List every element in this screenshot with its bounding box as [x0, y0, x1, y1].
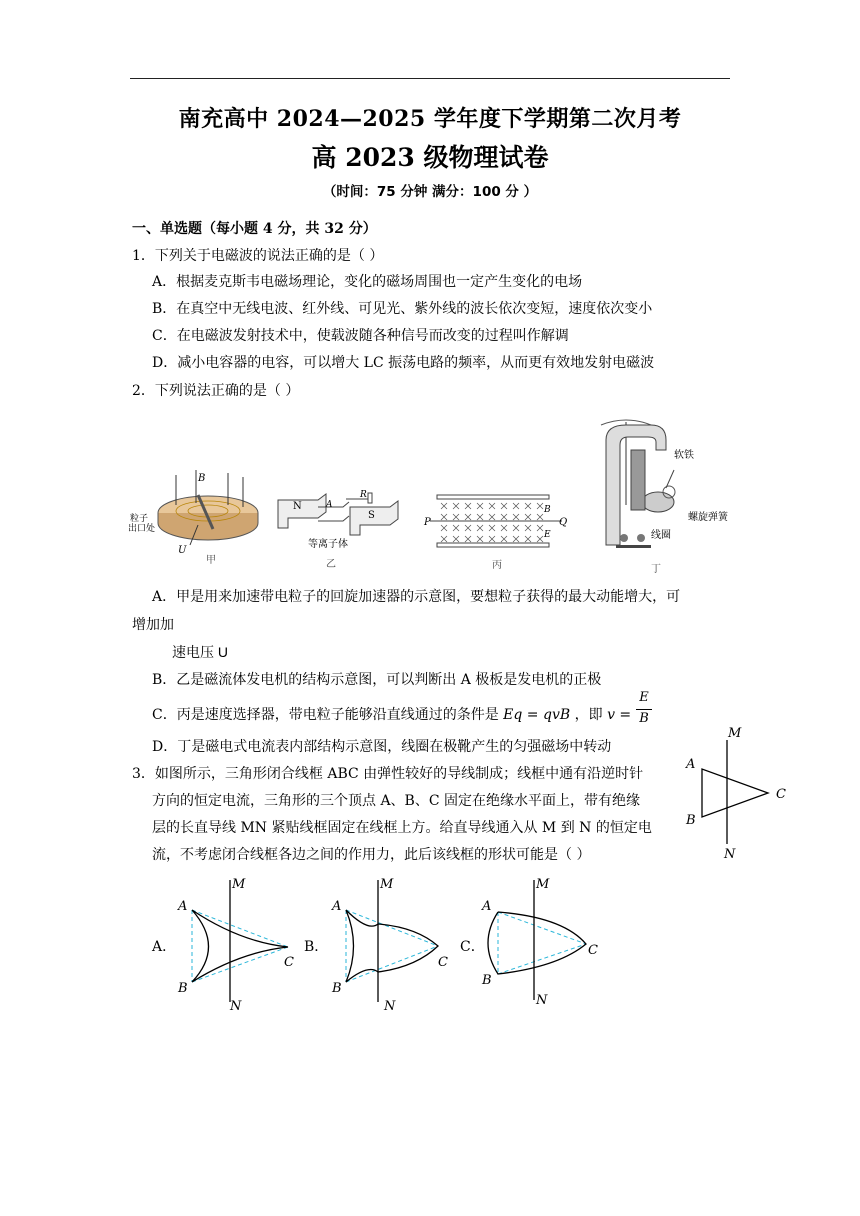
q1-option-d: D．减小电容器的电容，可以增大 LC 振荡电路的频率，从而更有效地发射电磁波 — [152, 355, 655, 371]
q2-option-c — [152, 704, 631, 724]
q3-line2: 方向的恒定电流，三角形的三个顶点 A、B、C 固定在绝缘水平面上，带有绝缘 — [152, 793, 641, 809]
option-b-n: N — [384, 999, 396, 1012]
q2-option-d: D．丁是磁电式电流表内部结构示意图，线圈在极靴产生的匀强磁场中转动 — [152, 739, 612, 755]
label-bing: 丙 — [492, 560, 502, 571]
q2-option-a-line2: 增加加 — [132, 617, 174, 633]
option-a-m: M — [232, 877, 246, 892]
q3-option-c-figure — [478, 872, 608, 1012]
label-plasma: 等离子体 — [308, 539, 348, 550]
q2-option-a-line1: A．甲是用来加速带电粒子的回旋加速器的示意图，要想粒子获得的最大动能增大，可 — [152, 589, 681, 605]
header-rule — [130, 78, 730, 79]
option-a-vertex-b: B — [178, 981, 188, 996]
option-c-vertex-b: B — [482, 973, 492, 988]
label-n: N — [293, 501, 302, 512]
option-c-vertex-a: A — [482, 899, 492, 914]
option-b-m: M — [380, 877, 394, 892]
option-c-vertex-c: C — [588, 943, 598, 958]
label-b2: B — [544, 505, 551, 515]
fraction-numerator: E — [639, 690, 649, 705]
mhd-generator-figure — [268, 485, 410, 570]
label-a-plate: A — [326, 500, 333, 510]
option-a-vertex-c: C — [284, 955, 294, 970]
exam-title: 南充高中 2024—2025 学年度下学期第二次月考 — [178, 106, 682, 132]
q2-stem: 2．下列说法正确的是（ ） — [132, 383, 300, 399]
q3-option-a-figure — [170, 872, 300, 1012]
label-a: A — [686, 757, 696, 772]
label-e: E — [544, 530, 551, 540]
label-ding: 丁 — [651, 564, 661, 575]
q1-option-a: A．根据麦克斯韦电磁场理论，变化的磁场周围也一定产生变化的电场 — [152, 274, 583, 290]
option-b-vertex-b: B — [332, 981, 342, 996]
label-s: S — [368, 510, 375, 521]
label-b: B — [686, 813, 696, 828]
q3-option-a-label: A． — [152, 939, 177, 955]
q1-option-b: B．在真空中无线电波、红外线、可见光、紫外线的波长依次变短，速度依次变小 — [152, 301, 653, 317]
label-soft-iron: 软铁 — [674, 450, 694, 461]
option-b-vertex-c: C — [438, 955, 448, 970]
label-u: U — [178, 545, 187, 556]
q2-option-b: B．乙是磁流体发电机的结构示意图，可以判断出 A 极板是发电机的正极 — [152, 672, 602, 688]
label-yi: 乙 — [326, 559, 336, 570]
q3-line1: 3．如图所示，三角形闭合线框 ABC 由弹性较好的导线制成；线框中通有沿逆时针 — [132, 766, 644, 782]
label-p: P — [424, 517, 431, 528]
fraction-denominator: B — [639, 711, 649, 726]
label-m: M — [728, 726, 742, 741]
exam-info: （时间：75 分钟 满分：100 分 ） — [322, 184, 538, 200]
q3-line3: 层的长直导线 MN 紧贴线框固定在线框上方。给直导线通入从 M 到 N 的恒定电 — [152, 820, 652, 836]
q1-option-c: C．在电磁波发射技术中，使载波随各种信号而改变的过程叫作解调 — [152, 328, 569, 344]
q2-option-c-text: C．丙是速度选择器，带电粒子能够沿直线通过的条件是 — [152, 707, 499, 723]
q2-option-c-mid: ，即 — [574, 707, 603, 723]
label-jia: 甲 — [206, 555, 216, 565]
q3-option-b-label: B． — [304, 939, 329, 955]
option-a-vertex-a: A — [178, 899, 188, 914]
q3-option-c-label: C． — [460, 939, 485, 955]
galvanometer-figure — [596, 410, 746, 575]
option-a-n: N — [230, 999, 242, 1012]
q3-line4: 流，不考虑闭合线框各边之间的作用力，此后该线框的形状可能是（ ） — [152, 847, 591, 863]
exam-subtitle: 高 2023 级物理试卷 — [311, 143, 549, 172]
option-c-m: M — [536, 877, 550, 892]
cyclotron-figure — [128, 465, 263, 565]
label-c: C — [776, 787, 786, 802]
q3-option-b-figure — [326, 872, 456, 1012]
label-b: B — [198, 473, 206, 484]
option-b-vertex-a: A — [332, 899, 342, 914]
label-exit: 出口处 — [128, 524, 156, 534]
label-q: Q — [559, 517, 568, 528]
velocity-selector-figure — [422, 490, 572, 572]
q1-stem: 1．下列关于电磁波的说法正确的是（ ） — [132, 248, 384, 264]
label-r: R — [360, 490, 367, 500]
option-c-n: N — [536, 993, 548, 1008]
fraction-bar — [636, 709, 652, 710]
label-particle: 粒子 — [130, 514, 149, 524]
label-n: N — [724, 847, 736, 862]
section-heading: 一、单选题（每小题 4 分，共 32 分） — [132, 221, 377, 237]
q3-triangle-figure — [680, 722, 795, 862]
label-coil: 线圈 — [651, 530, 671, 541]
label-spring: 螺旋弹簧 — [688, 512, 728, 523]
q2-option-c-equation: Eq = qvB — [503, 707, 571, 723]
q2-option-c-v: v = — [607, 707, 632, 723]
q2-option-a-line3: 速电压 U — [172, 644, 228, 660]
